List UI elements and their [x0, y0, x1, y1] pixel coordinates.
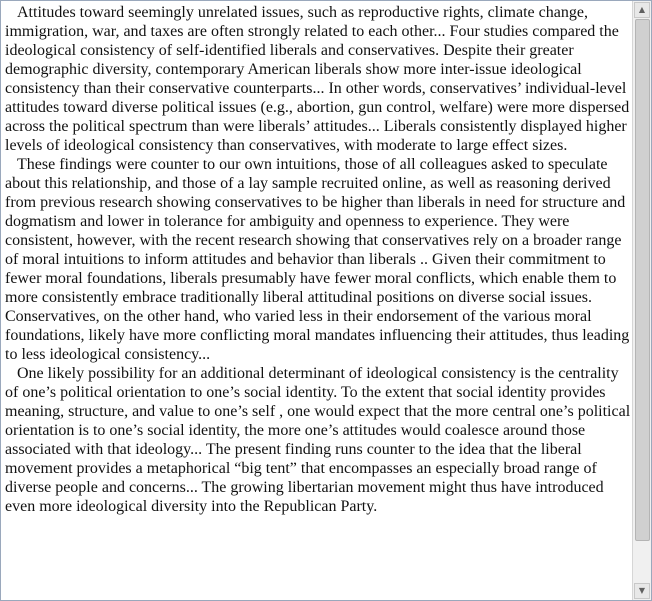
paragraph-3: One likely possibility for an additional determinant of ideological consistency is the centrality of one’s political orientation to one’s social identity. To the extent that social identity provides meaning, structure, and value to one’s self , one would expect that the more central one’s political orientation is to one’s social identity, the more one’s attitudes would coalesce around those associated with that ideology... The present finding runs counter to the idea that the liberal movement provides a metaphorical “big tent” that encompasses an especially broad range of diverse people and concerns... The growing libertarian movement might thus have introduced even more ideological diversity into the Republican Party. — [5, 365, 631, 515]
text-area[interactable] — [5, 1, 631, 600]
vertical-scrollbar[interactable] — [632, 1, 651, 600]
scroll-down-icon[interactable]: ▼ — [634, 583, 650, 599]
scroll-up-icon[interactable]: ▲ — [634, 2, 650, 18]
scrollbar-thumb[interactable] — [635, 19, 650, 541]
paragraph-2: These findings were counter to our own intuitions, those of all colleagues asked to speculate about this relationship, and those of a lay sample recruited online, as well as reasoning derived from previous research showing conservatives to be higher than liberals in need for structure and dogmatism and lower in tolerance for ambiguity and openness to experience. They were consistent, however, with the recent research showing that conservatives rely on a broader range of moral intuitions to inform attitudes and behavior than liberals .. Given their commitment to fewer moral foundations, liberals presumably have fewer moral conflicts, which enable them to more consistently embrace traditionally liberal attitudinal positions on diverse social issues. Conservatives, on the other hand, who varied less in their endorsement of the various moral foundations, likely have more conflicting moral mandates influencing their attitudes, thus leading to less ideological consistency... — [5, 156, 630, 363]
paragraph-1: Attitudes toward seemingly unrelated issues, such as reproductive rights, climate change, immigration, war, and taxes are often strongly related to each other... Four studies compared the ideological consistency of self-identified liberals and conservatives. Despite their greater demographic diversity, contemporary American liberals show more inter-issue ideological consistency than their conservative counterparts... In other words, conservatives’ individual-level attitudes toward diverse political issues (e.g., abortion, gun control, welfare) were more dispersed across the political spectrum than were liberals’ attitudes... Liberals consistently displayed higher levels of ideological consistency than conservatives, with moderate to large effect sizes. — [5, 4, 630, 154]
